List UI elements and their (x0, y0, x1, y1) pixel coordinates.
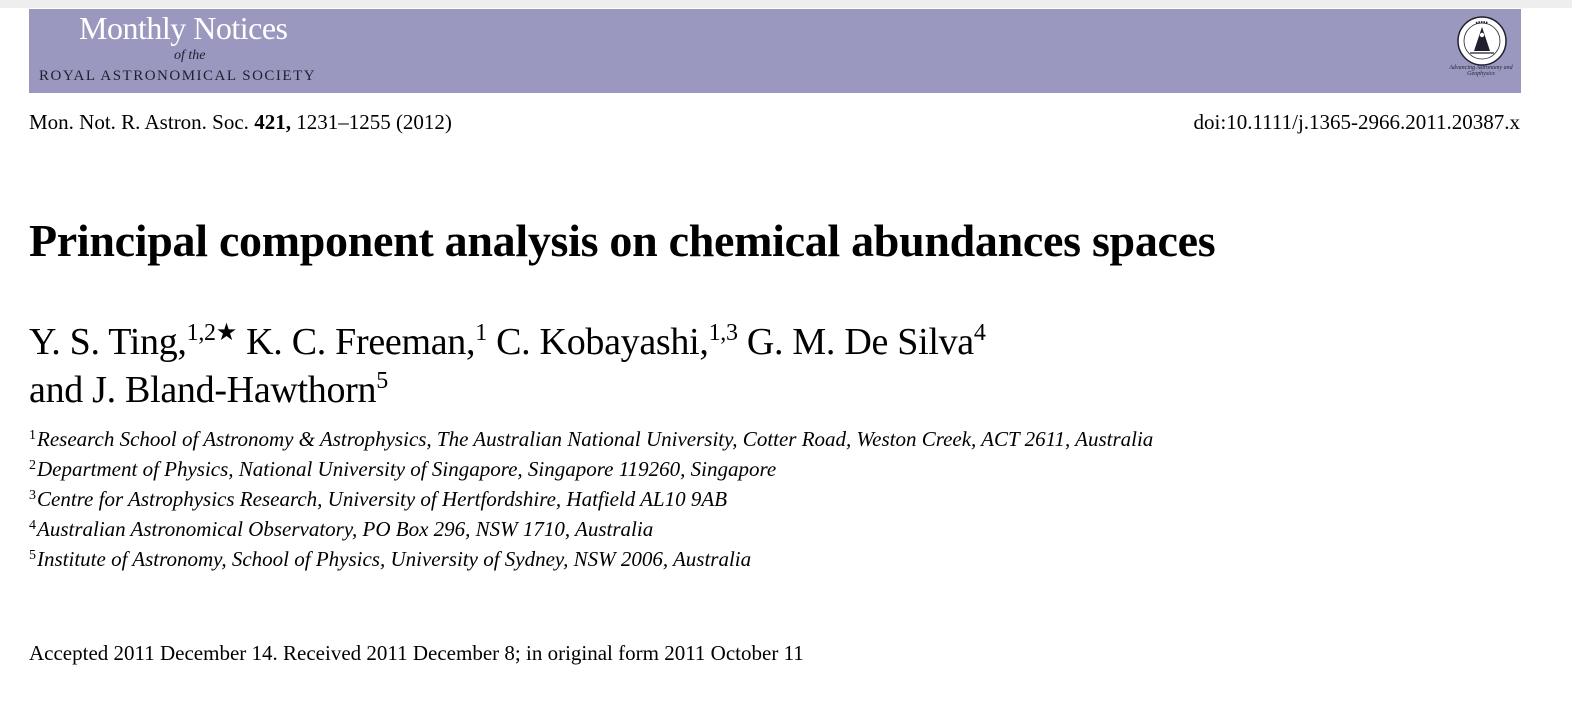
seal-motto: Advancing Astronomy and Geophysics (1449, 65, 1513, 77)
journal-name: Monthly Notices (79, 10, 288, 46)
author-affiliation-ref: 1 (475, 320, 487, 346)
author-line (29, 366, 986, 414)
author-list (29, 318, 986, 414)
author-name: and J. Bland-Hawthorn (29, 369, 377, 411)
author-line (29, 318, 986, 366)
author-name: Y. S. Ting, (29, 321, 187, 363)
affiliation-item (29, 514, 1153, 544)
affiliation-number: 3 (29, 488, 36, 503)
affiliation-text: Australian Astronomical Observatory, PO Box 296, NSW 1710, Australia (37, 517, 654, 541)
received-dates: Accepted 2011 December 14. Received 2011 December 8; in original form 2011 October 11 (29, 641, 804, 665)
affiliation-item (29, 484, 1153, 514)
paper-title: Principal component analysis on chemical abundances spaces (29, 215, 1216, 266)
affiliation-text: Centre for Astrophysics Research, University of Hertfordshire, Hatfield AL10 9AB (37, 487, 728, 511)
citation-journal: Mon. Not. R. Astron. Soc. (29, 110, 249, 134)
journal-of: of the (174, 48, 206, 63)
citation-line (29, 110, 452, 135)
affiliation-item (29, 424, 1153, 454)
top-strip (0, 0, 1572, 8)
affiliation-number: 4 (29, 518, 36, 533)
author-affiliation-ref: 1,3 (708, 320, 738, 346)
author-affiliation-ref: 5 (376, 368, 388, 394)
author-name: K. C. Freeman, (246, 321, 476, 363)
ras-seal-icon (1456, 15, 1508, 67)
citation-volume: 421, (254, 110, 291, 134)
citation-pages: 1231–1255 (296, 110, 391, 134)
author-affiliation-ref: 1,2★ (186, 320, 237, 346)
citation-year: (2012) (395, 110, 452, 134)
affiliation-text: Research School of Astronomy & Astrophysics, The Australian National University, Cotter Road, Weston Creek, ACT 2611, Australia (37, 427, 1154, 451)
affiliation-item (29, 454, 1153, 484)
author-affiliation-ref: 4 (973, 320, 986, 346)
affiliation-text: Institute of Astronomy, School of Physics, University of Sydney, NSW 2006, Australia (37, 547, 752, 571)
affiliation-list (29, 424, 1153, 574)
journal-society: ROYAL ASTRONOMICAL SOCIETY (39, 68, 317, 84)
author-name: C. Kobayashi, (496, 321, 709, 363)
affiliation-number: 2 (29, 458, 36, 473)
affiliation-text: Department of Physics, National University of Singapore, Singapore 119260, Singapore (37, 457, 777, 481)
journal-banner (29, 9, 1521, 93)
doi[interactable]: doi:10.1111/j.1365-2966.2011.20387.x (1193, 110, 1520, 134)
affiliation-number: 5 (29, 548, 36, 563)
author-name: G. M. De Silva (746, 321, 974, 363)
affiliation-number: 1 (29, 428, 36, 443)
affiliation-item (29, 544, 1153, 574)
